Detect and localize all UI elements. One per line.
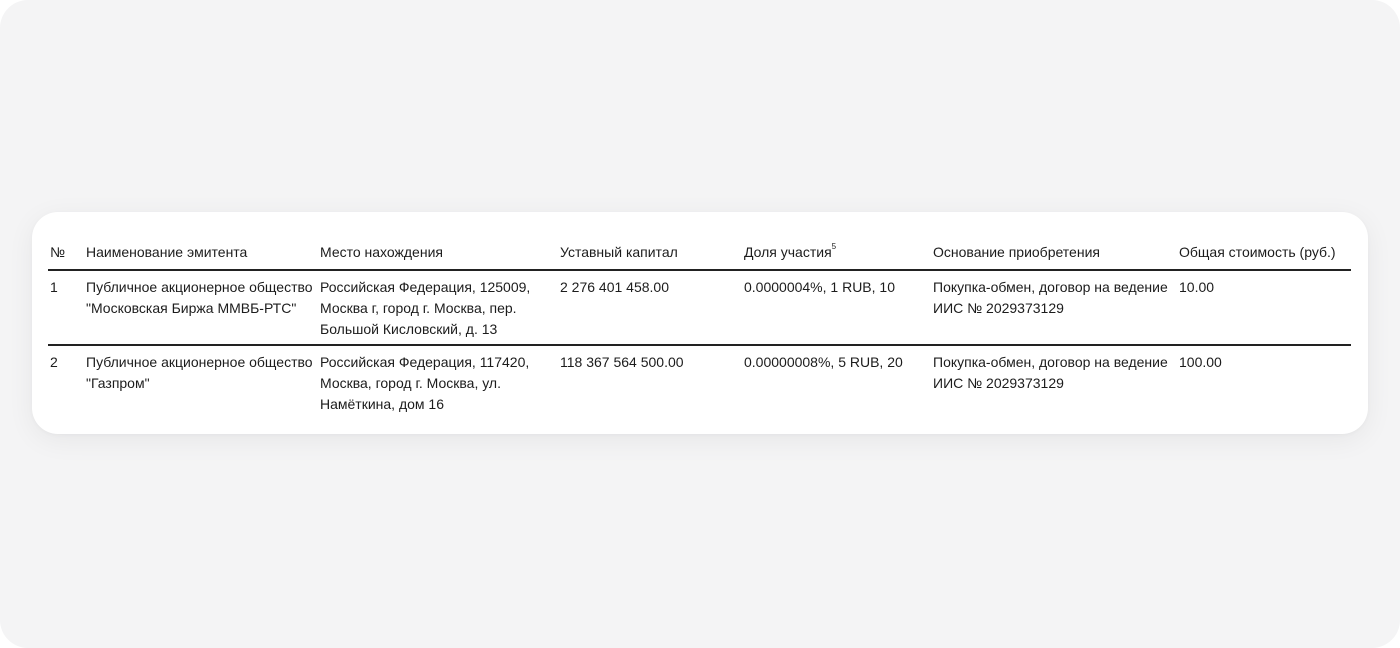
header-issuer: Наименование эмитента (84, 242, 318, 270)
cell-total: 100.00 (1179, 354, 1222, 370)
footnote-marker: 5 (831, 242, 837, 252)
securities-table (48, 242, 1351, 419)
cell-basis: Покупка-обмен, договор на ведение ИИС № 2029373129 (933, 354, 1168, 391)
cell-issuer: Публичное акционерное общество "Московская Биржа ММВБ-РТС" (84, 270, 318, 345)
header-total: Общая стоимость (руб.) (1177, 242, 1351, 270)
table-header-row (48, 242, 1351, 270)
securities-card (32, 212, 1368, 434)
header-share-label: Доля участия (744, 244, 832, 260)
cell-basis: Покупка-обмен, договор на ведение ИИС № 2029373129 (931, 270, 1177, 345)
cell-number: 1 (48, 270, 84, 345)
cell-location: Российская Федерация, 117420, Москва, город г. Москва, ул. Намёткина, дом 16 (320, 354, 530, 412)
cell-number: 2 (50, 354, 58, 370)
cell-capital: 118 367 564 500.00 (560, 354, 684, 370)
header-capital: Уставный капитал (558, 242, 742, 270)
cell-share: 0.0000004%, 1 RUB, 10 (742, 270, 931, 345)
cell-issuer: Публичное акционерное общество "Газпром" (86, 354, 313, 391)
table-row (48, 270, 1351, 345)
cell-capital: 2 276 401 458.00 (558, 270, 742, 345)
table-row (48, 345, 1351, 419)
cell-share: 0.00000008%, 5 RUB, 20 (744, 354, 903, 370)
header-share (742, 242, 931, 270)
header-number: № (48, 242, 84, 270)
cell-location: Российская Федерация, 125009, Москва г, город г. Москва, пер. Большой Кисловский, д. 13 (318, 270, 558, 345)
header-location: Место нахождения (318, 242, 558, 270)
header-basis: Основание приобретения (931, 242, 1177, 270)
cell-total: 10.00 (1177, 270, 1351, 345)
